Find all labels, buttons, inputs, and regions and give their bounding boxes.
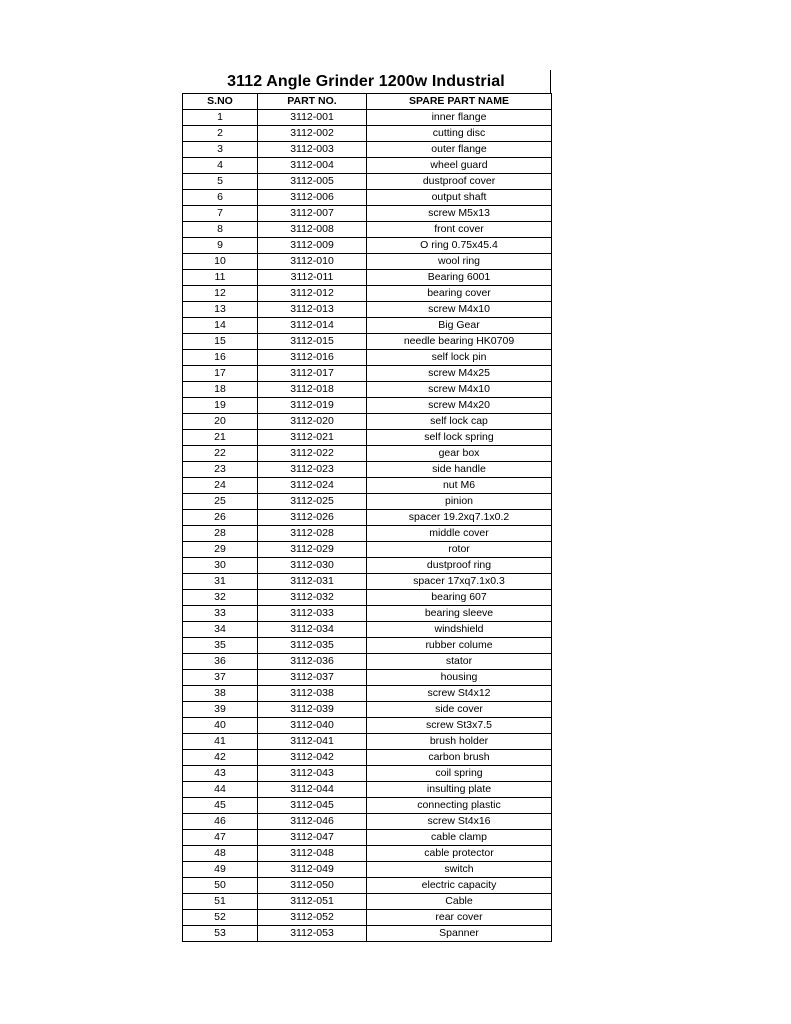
table-row xyxy=(183,190,552,206)
cell-part-no: 3112-011 xyxy=(258,270,367,286)
table-row xyxy=(183,286,552,302)
cell-sno: 29 xyxy=(183,542,258,558)
cell-part-name: cable clamp xyxy=(367,830,552,846)
cell-part-no: 3112-035 xyxy=(258,638,367,654)
cell-sno: 42 xyxy=(183,750,258,766)
cell-sno: 17 xyxy=(183,366,258,382)
cell-sno: 41 xyxy=(183,734,258,750)
cell-sno: 16 xyxy=(183,350,258,366)
cell-part-no: 3112-025 xyxy=(258,494,367,510)
table-row xyxy=(183,590,552,606)
table-row xyxy=(183,366,552,382)
parts-table xyxy=(182,93,552,942)
table-row xyxy=(183,158,552,174)
cell-sno: 5 xyxy=(183,174,258,190)
cell-part-no: 3112-039 xyxy=(258,702,367,718)
table-row xyxy=(183,782,552,798)
table-row xyxy=(183,414,552,430)
table-row xyxy=(183,318,552,334)
cell-sno: 37 xyxy=(183,670,258,686)
cell-part-name: side handle xyxy=(367,462,552,478)
cell-part-name: dustproof cover xyxy=(367,174,552,190)
table-row xyxy=(183,302,552,318)
cell-sno: 46 xyxy=(183,814,258,830)
table-row xyxy=(183,430,552,446)
cell-part-name: self lock pin xyxy=(367,350,552,366)
cell-part-name: bearing 607 xyxy=(367,590,552,606)
cell-part-no: 3112-034 xyxy=(258,622,367,638)
table-row xyxy=(183,814,552,830)
cell-part-name: needle bearing HK0709 xyxy=(367,334,552,350)
cell-part-no: 3112-049 xyxy=(258,862,367,878)
cell-part-no: 3112-003 xyxy=(258,142,367,158)
cell-sno: 26 xyxy=(183,510,258,526)
cell-sno: 32 xyxy=(183,590,258,606)
table-row xyxy=(183,494,552,510)
table-row xyxy=(183,862,552,878)
cell-sno: 39 xyxy=(183,702,258,718)
cell-part-no: 3112-032 xyxy=(258,590,367,606)
cell-sno: 8 xyxy=(183,222,258,238)
column-header-part-no: PART NO. xyxy=(258,94,367,110)
table-row xyxy=(183,750,552,766)
cell-part-no: 3112-052 xyxy=(258,910,367,926)
cell-part-no: 3112-048 xyxy=(258,846,367,862)
table-row xyxy=(183,638,552,654)
table-row xyxy=(183,350,552,366)
cell-part-name: screw M4x20 xyxy=(367,398,552,414)
cell-part-no: 3112-051 xyxy=(258,894,367,910)
cell-sno: 24 xyxy=(183,478,258,494)
cell-part-no: 3112-005 xyxy=(258,174,367,190)
cell-part-no: 3112-012 xyxy=(258,286,367,302)
cell-part-no: 3112-021 xyxy=(258,430,367,446)
cell-part-no: 3112-028 xyxy=(258,526,367,542)
cell-part-no: 3112-024 xyxy=(258,478,367,494)
table-row xyxy=(183,670,552,686)
cell-sno: 52 xyxy=(183,910,258,926)
cell-part-name: insulting plate xyxy=(367,782,552,798)
cell-part-name: screw M4x10 xyxy=(367,382,552,398)
cell-part-name: spacer 17xq7.1x0.3 xyxy=(367,574,552,590)
cell-part-name: Bearing 6001 xyxy=(367,270,552,286)
cell-sno: 33 xyxy=(183,606,258,622)
cell-part-no: 3112-019 xyxy=(258,398,367,414)
table-row xyxy=(183,846,552,862)
cell-part-name: pinion xyxy=(367,494,552,510)
cell-sno: 4 xyxy=(183,158,258,174)
cell-part-name: wool ring xyxy=(367,254,552,270)
cell-sno: 31 xyxy=(183,574,258,590)
cell-part-name: cable protector xyxy=(367,846,552,862)
cell-part-name: O ring 0.75x45.4 xyxy=(367,238,552,254)
cell-sno: 53 xyxy=(183,926,258,942)
table-row xyxy=(183,334,552,350)
cell-part-no: 3112-016 xyxy=(258,350,367,366)
cell-part-no: 3112-053 xyxy=(258,926,367,942)
cell-sno: 13 xyxy=(183,302,258,318)
cell-part-no: 3112-037 xyxy=(258,670,367,686)
cell-part-name: cutting disc xyxy=(367,126,552,142)
table-row xyxy=(183,110,552,126)
cell-sno: 22 xyxy=(183,446,258,462)
column-header-sno: S.NO xyxy=(183,94,258,110)
cell-part-no: 3112-045 xyxy=(258,798,367,814)
table-row xyxy=(183,654,552,670)
cell-part-name: self lock cap xyxy=(367,414,552,430)
table-row xyxy=(183,878,552,894)
cell-part-no: 3112-042 xyxy=(258,750,367,766)
table-row xyxy=(183,446,552,462)
cell-sno: 28 xyxy=(183,526,258,542)
cell-sno: 21 xyxy=(183,430,258,446)
cell-part-name: Spanner xyxy=(367,926,552,942)
cell-part-name: screw St4x16 xyxy=(367,814,552,830)
table-row xyxy=(183,574,552,590)
cell-sno: 43 xyxy=(183,766,258,782)
cell-part-name: electric capacity xyxy=(367,878,552,894)
parts-sheet xyxy=(182,70,551,942)
cell-part-name: nut M6 xyxy=(367,478,552,494)
cell-sno: 11 xyxy=(183,270,258,286)
cell-sno: 50 xyxy=(183,878,258,894)
table-row xyxy=(183,254,552,270)
table-row xyxy=(183,622,552,638)
cell-part-name: switch xyxy=(367,862,552,878)
table-row xyxy=(183,142,552,158)
cell-part-name: screw M4x25 xyxy=(367,366,552,382)
table-row xyxy=(183,398,552,414)
cell-sno: 19 xyxy=(183,398,258,414)
cell-part-no: 3112-043 xyxy=(258,766,367,782)
table-row xyxy=(183,702,552,718)
cell-sno: 44 xyxy=(183,782,258,798)
cell-part-no: 3112-031 xyxy=(258,574,367,590)
cell-part-name: rear cover xyxy=(367,910,552,926)
cell-sno: 1 xyxy=(183,110,258,126)
cell-part-name: bearing sleeve xyxy=(367,606,552,622)
cell-part-name: housing xyxy=(367,670,552,686)
cell-part-name: screw St3x7.5 xyxy=(367,718,552,734)
cell-part-no: 3112-010 xyxy=(258,254,367,270)
cell-part-no: 3112-036 xyxy=(258,654,367,670)
cell-part-name: middle cover xyxy=(367,526,552,542)
cell-sno: 30 xyxy=(183,558,258,574)
table-row xyxy=(183,926,552,942)
table-row xyxy=(183,206,552,222)
cell-sno: 9 xyxy=(183,238,258,254)
table-row xyxy=(183,558,552,574)
cell-part-no: 3112-041 xyxy=(258,734,367,750)
cell-sno: 25 xyxy=(183,494,258,510)
table-row xyxy=(183,222,552,238)
cell-part-name: windshield xyxy=(367,622,552,638)
cell-part-name: gear box xyxy=(367,446,552,462)
cell-part-name: Cable xyxy=(367,894,552,910)
cell-part-no: 3112-017 xyxy=(258,366,367,382)
cell-sno: 14 xyxy=(183,318,258,334)
table-row xyxy=(183,606,552,622)
cell-part-name: front cover xyxy=(367,222,552,238)
cell-part-no: 3112-029 xyxy=(258,542,367,558)
table-row xyxy=(183,718,552,734)
cell-part-name: bearing cover xyxy=(367,286,552,302)
cell-part-no: 3112-013 xyxy=(258,302,367,318)
cell-part-no: 3112-046 xyxy=(258,814,367,830)
cell-part-no: 3112-040 xyxy=(258,718,367,734)
table-row xyxy=(183,766,552,782)
cell-part-no: 3112-018 xyxy=(258,382,367,398)
table-body xyxy=(183,110,552,942)
cell-part-name: brush holder xyxy=(367,734,552,750)
cell-sno: 45 xyxy=(183,798,258,814)
cell-sno: 36 xyxy=(183,654,258,670)
cell-sno: 3 xyxy=(183,142,258,158)
column-header-name: SPARE PART NAME xyxy=(367,94,552,110)
cell-part-no: 3112-026 xyxy=(258,510,367,526)
page-title: 3112 Angle Grinder 1200w Industrial xyxy=(227,73,505,90)
cell-part-name: screw St4x12 xyxy=(367,686,552,702)
cell-part-no: 3112-047 xyxy=(258,830,367,846)
table-row xyxy=(183,126,552,142)
table-row xyxy=(183,910,552,926)
cell-part-no: 3112-030 xyxy=(258,558,367,574)
cell-part-name: outer flange xyxy=(367,142,552,158)
cell-sno: 47 xyxy=(183,830,258,846)
cell-sno: 12 xyxy=(183,286,258,302)
cell-part-name: carbon brush xyxy=(367,750,552,766)
cell-part-no: 3112-006 xyxy=(258,190,367,206)
table-row xyxy=(183,542,552,558)
cell-part-no: 3112-007 xyxy=(258,206,367,222)
cell-part-no: 3112-004 xyxy=(258,158,367,174)
cell-sno: 38 xyxy=(183,686,258,702)
cell-sno: 34 xyxy=(183,622,258,638)
cell-part-no: 3112-015 xyxy=(258,334,367,350)
cell-sno: 35 xyxy=(183,638,258,654)
cell-part-name: output shaft xyxy=(367,190,552,206)
cell-sno: 18 xyxy=(183,382,258,398)
cell-part-no: 3112-023 xyxy=(258,462,367,478)
cell-part-name: stator xyxy=(367,654,552,670)
cell-sno: 7 xyxy=(183,206,258,222)
cell-part-name: side cover xyxy=(367,702,552,718)
cell-sno: 10 xyxy=(183,254,258,270)
table-row xyxy=(183,894,552,910)
table-row xyxy=(183,734,552,750)
cell-part-name: spacer 19.2xq7.1x0.2 xyxy=(367,510,552,526)
cell-part-no: 3112-044 xyxy=(258,782,367,798)
table-row xyxy=(183,526,552,542)
cell-sno: 40 xyxy=(183,718,258,734)
cell-part-name: dustproof ring xyxy=(367,558,552,574)
table-row xyxy=(183,462,552,478)
cell-part-no: 3112-038 xyxy=(258,686,367,702)
table-row xyxy=(183,478,552,494)
cell-sno: 51 xyxy=(183,894,258,910)
cell-part-name: self lock spring xyxy=(367,430,552,446)
cell-sno: 15 xyxy=(183,334,258,350)
cell-part-name: wheel guard xyxy=(367,158,552,174)
table-row xyxy=(183,798,552,814)
cell-part-no: 3112-020 xyxy=(258,414,367,430)
cell-part-no: 3112-009 xyxy=(258,238,367,254)
title-row xyxy=(182,70,551,93)
cell-part-name: rubber colume xyxy=(367,638,552,654)
cell-part-no: 3112-002 xyxy=(258,126,367,142)
cell-sno: 20 xyxy=(183,414,258,430)
cell-part-name: screw M4x10 xyxy=(367,302,552,318)
cell-sno: 2 xyxy=(183,126,258,142)
cell-part-name: connecting plastic xyxy=(367,798,552,814)
table-row xyxy=(183,830,552,846)
table-row xyxy=(183,238,552,254)
cell-part-no: 3112-033 xyxy=(258,606,367,622)
table-row xyxy=(183,174,552,190)
table-header-row xyxy=(183,94,552,110)
cell-part-no: 3112-001 xyxy=(258,110,367,126)
cell-part-no: 3112-022 xyxy=(258,446,367,462)
cell-part-no: 3112-008 xyxy=(258,222,367,238)
cell-part-name: screw M5x13 xyxy=(367,206,552,222)
table-row xyxy=(183,510,552,526)
cell-sno: 49 xyxy=(183,862,258,878)
cell-sno: 23 xyxy=(183,462,258,478)
cell-part-name: inner flange xyxy=(367,110,552,126)
table-row xyxy=(183,686,552,702)
cell-sno: 6 xyxy=(183,190,258,206)
cell-part-name: Big Gear xyxy=(367,318,552,334)
cell-part-name: coil spring xyxy=(367,766,552,782)
cell-part-no: 3112-050 xyxy=(258,878,367,894)
cell-part-no: 3112-014 xyxy=(258,318,367,334)
cell-part-name: rotor xyxy=(367,542,552,558)
cell-sno: 48 xyxy=(183,846,258,862)
table-row xyxy=(183,270,552,286)
table-row xyxy=(183,382,552,398)
